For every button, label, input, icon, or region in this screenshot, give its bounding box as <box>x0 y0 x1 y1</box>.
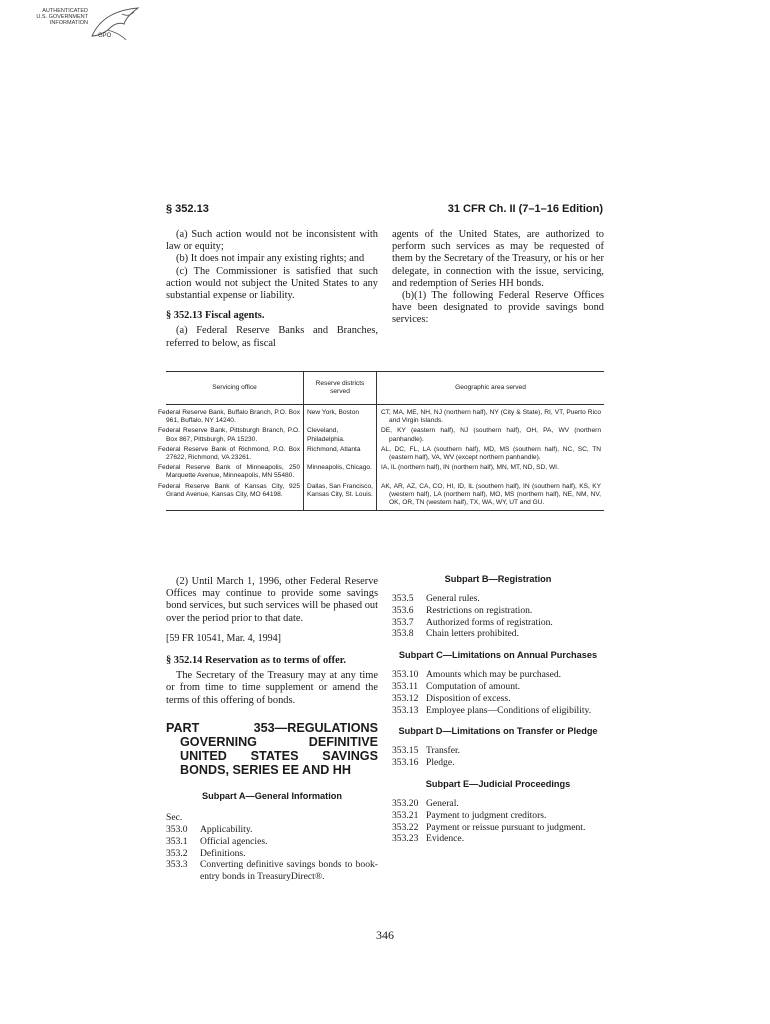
section-header: § 352.13 <box>166 203 209 215</box>
column-header: Geographic area served <box>377 372 605 405</box>
paragraph: (a) Federal Reserve Banks and Branches, referred to below, as fiscal <box>166 325 378 349</box>
right-column-bottom <box>392 568 604 845</box>
toc-entry: 353.16 Pledge. <box>392 757 455 769</box>
page-number: 346 <box>376 928 394 942</box>
table-header-row <box>166 372 604 405</box>
area-cell: AL, DC, FL, LA (southern half), MD, MS (southern half), NC, SC, TN (eastern half), VA, WV (except northern panhandle). <box>377 445 605 463</box>
table-row <box>166 445 604 463</box>
gpo-label: GPO <box>98 33 112 39</box>
toc-entry: 353.23 Evidence. <box>392 833 465 845</box>
toc-entry: 353.5 General rules. <box>392 593 480 604</box>
paragraph: (c) The Commissioner is satisfied that such action would not subject the United States to any substantial expense or liability. <box>166 265 378 302</box>
toc-entry: 353.0 Applicability. <box>166 824 253 836</box>
part-title: PART 353—REGULATIONS GOVERNING DEFINITIVE UNITED STATES SAVINGS BONDS, SERIES EE AND HH <box>166 720 378 777</box>
subpart-heading: Subpart D—Limitations on Transfer or Pledge <box>398 726 598 737</box>
left-column-top <box>166 229 378 350</box>
paragraph: (b)(1) The following Federal Reserve Offices have been designated to provide savings bond services: <box>392 290 604 326</box>
toc-entry: 353.11 Computation of amount. <box>392 680 521 692</box>
servicing-office-cell: Federal Reserve Bank of Kansas City, 925 Grand Avenue, Kansas City, MO 64198. <box>166 482 304 511</box>
paragraph: agents of the United States, are authorized to perform such services as may be requested of them by the Secretary of the Treasury, or his or her delegate, in connection with the issue, servicing, and redemption of Series HH bonds. <box>392 229 604 289</box>
districts-cell: Cleveland, Philadelphia. <box>304 426 377 444</box>
table-row <box>166 463 604 481</box>
toc-entry: 353.15 Transfer. <box>392 745 461 757</box>
area-cell: DE, KY (eastern half), NJ (southern half), OH, PA, WV (northern panhandle). <box>377 426 605 444</box>
servicing-office-cell: Federal Reserve Bank of Richmond, P.O. Box 27622, Richmond, VA 23261. <box>158 445 300 462</box>
table-of-contents <box>392 593 604 640</box>
left-column-bottom <box>166 576 378 883</box>
column-header: Servicing office <box>166 372 304 405</box>
table-of-contents <box>392 669 604 716</box>
subpart-heading: Subpart E—Judicial Proceedings <box>425 778 571 789</box>
table-row <box>166 405 604 427</box>
sec-label: Sec. <box>166 811 183 823</box>
right-column-top <box>392 229 604 327</box>
table-of-contents <box>392 745 604 769</box>
servicing-office-cell: Federal Reserve Bank of Minneapolis, 250 Marquette Avenue, Minneapolis, MN 55480. <box>158 464 300 480</box>
paragraph: (b) It does not impair any existing rights; and <box>176 253 365 265</box>
area-cell: IA, IL (northern half), IN (northern half), MN, MT, ND, SD, WI. <box>377 463 605 481</box>
section-heading: § 352.13 Fiscal agents. <box>166 310 265 322</box>
subpart-heading: Subpart A—General Information <box>201 790 343 801</box>
edition-header: 31 CFR Ch. II (7–1–16 Edition) <box>447 203 603 215</box>
source-citation: [59 FR 10541, Mar. 4, 1994] <box>166 632 281 644</box>
paragraph: (a) Such action would not be inconsistent with law or equity; <box>166 229 378 253</box>
table-of-contents <box>392 798 604 845</box>
subpart-heading: Subpart B—Registration <box>444 574 552 584</box>
table-row <box>166 482 604 511</box>
paragraph: The Secretary of the Treasury may at any time or from time to time supplement or amend the terms of this offering of bonds. <box>166 670 378 706</box>
toc-entry: 353.6 Restrictions on registration. <box>392 604 533 616</box>
toc-entry: 353.1 Official agencies. <box>166 835 268 847</box>
column-header: Reserve districts served <box>304 372 377 405</box>
toc-entry: 353.10 Amounts which may be purchased. <box>392 669 562 681</box>
toc-entry: 353.3 Converting definitive savings bonds to book-entry bonds in TreasuryDirect®. <box>166 859 378 883</box>
toc-entry: 353.13 Employee plans—Conditions of eligibility. <box>392 704 592 716</box>
toc-entry: 353.22 Payment or reissue pursuant to judgment. <box>392 821 586 833</box>
districts-cell: Dallas, San Francisco, Kansas City, St. Louis. <box>304 482 377 511</box>
servicing-office-cell: Federal Reserve Bank, Buffalo Branch, P.O. Box 961, Buffalo, NY 14240. <box>158 409 300 425</box>
table-of-contents <box>166 824 378 883</box>
seal-text: AUTHENTICATED U.S. GOVERNMENT INFORMATION <box>36 8 88 26</box>
districts-cell: Minneapolis, Chicago. <box>304 463 377 481</box>
area-cell: AK, AR, AZ, CA, CO, HI, ID, IL (southern half), IN (southern half), KS, KY (western half), LA (northern half), MO, MS (northern half), NE, NM, NV, OK, OR, TN (western half), TX, WA, WY, UT and GU. <box>377 482 605 511</box>
toc-entry: 353.12 Disposition of excess. <box>392 692 511 704</box>
eagle-logo-icon <box>86 6 146 44</box>
districts-cell: New York, Boston <box>304 405 377 427</box>
fiscal-agents-table <box>158 371 604 511</box>
area-cell: CT, MA, ME, NH, NJ (northern half), NY (City & State), RI, VT, Puerto Rico and Virgin Islands. <box>377 405 605 427</box>
toc-entry: 353.2 Definitions. <box>166 847 246 859</box>
toc-entry: 353.7 Authorized forms of registration. <box>392 616 553 628</box>
subpart-heading: Subpart C—Limitations on Annual Purchases <box>398 650 598 661</box>
table-row <box>166 426 604 444</box>
paragraph: (2) Until March 1, 1996, other Federal Reserve Offices may continue to provide some savings bond services, but such services will be phased out over the period prior to that date. <box>166 576 378 624</box>
section-heading: § 352.14 Reservation as to terms of offer. <box>166 655 346 667</box>
gpo-authentication-seal <box>18 6 142 44</box>
toc-entry: 353.8 Chain letters prohibited. <box>392 628 519 640</box>
servicing-office-cell: Federal Reserve Bank, Pittsburgh Branch, P.O. Box 867, Pittsburgh, PA 15230. <box>158 427 300 443</box>
toc-entry: 353.21 Payment to judgment creditors. <box>392 809 547 821</box>
toc-entry: 353.20 General. <box>392 797 459 809</box>
districts-cell: Richmond, Atlanta <box>304 445 377 463</box>
